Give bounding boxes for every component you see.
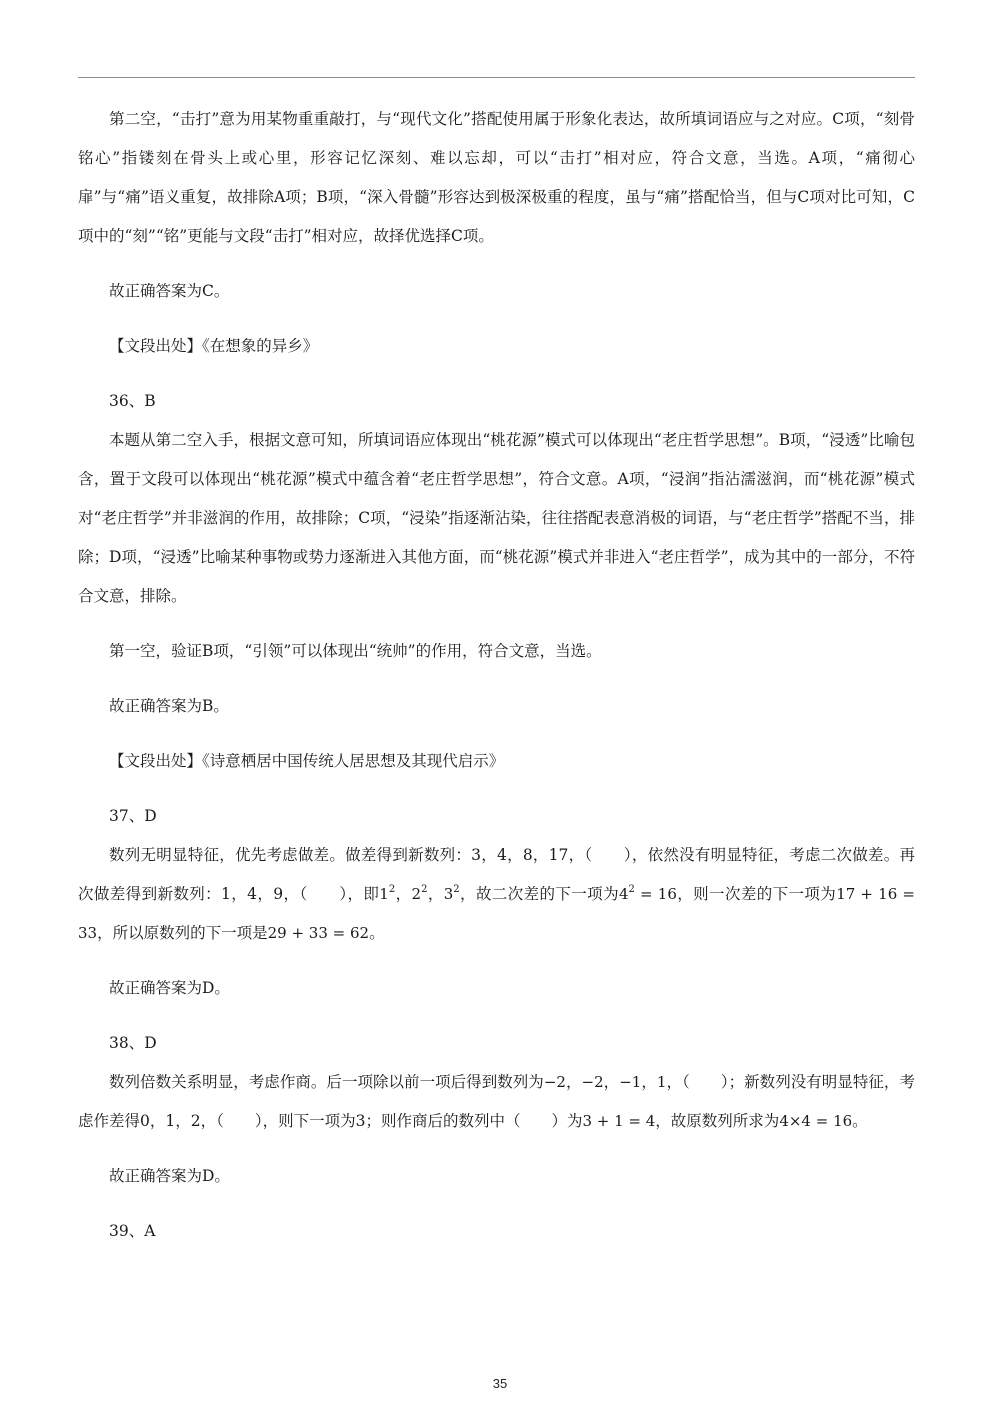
q37-answer: 故正确答案为D。 [109, 979, 230, 997]
q37-title: 37、D [109, 807, 157, 825]
math-expr: −2 [543, 1073, 566, 1091]
q38-title: 38、D [109, 1034, 157, 1052]
math-expr: 4×4 = 16 [779, 1112, 853, 1130]
header-rule [78, 77, 915, 78]
math-expr: $4^2 = 16$ [618, 884, 677, 903]
math-expr: 1 [656, 1073, 667, 1091]
q35-answer: 故正确答案为C。 [109, 282, 230, 300]
q36-verify: 第一空，验证B项，“引领”可以体现出“统帅”的作用，符合文意，当选。 [109, 642, 602, 660]
q36-explanation: 本题从第二空入手，根据文意可知，所填词语应体现出“桃花源”模式可以体现出“老庄哲学思想”。B项，“浸透”比喻包含，置于文段可以体现出“桃花源”模式中蕴含着“老庄哲学思想”，符合文意。A项，“浸润”指沾濡滋润，而“桃花源”模式对“老庄哲学”并非滋润的作用，故排除；C项，“浸染”指逐渐沾染，往往搭配表意消极的词语，与“老庄哲学”搭配不当，排除；D项，“浸透”比喻某种事物或势力逐渐进入其他方面，而“桃花源”模式并非进入“老庄哲学”，成为其中的一部分，不符合文意，排除。 [78, 431, 915, 605]
q36-title: 36、B [109, 392, 156, 410]
math-expr: −2 [581, 1073, 604, 1091]
q38-answer: 故正确答案为D。 [109, 1167, 230, 1185]
math-expr: $3^2$ [443, 884, 460, 903]
math-expr: $2^2$ [411, 884, 428, 903]
math-expr: 3 + 1 = 4 [582, 1112, 656, 1130]
q35-explanation: 第二空，“击打”意为用某物重重敲打，与“现代文化”搭配使用属于形象化表达，故所填词语应与之对应。C项，“刻骨铭心”指镂刻在骨头上或心里，形容记忆深刻、难以忘却，可以“击打”相对应，符合文意，当选。A项，“痛彻心扉”与“痛”语义重复，故排除A项；B项，“深入骨髓”形容达到极深极重的程度，虽与“痛”搭配恰当，但与C项对比可知，C项中的“刻”“铭”更能与文段“击打”相对应，故择优选择C项。 [78, 110, 915, 245]
q37-explanation: 数列无明显特征，优先考虑做差。做差得到新数列：3，4，8，17，（ ），依然没有明显特征，考虑二次做差。再次做差得到新数列：1，4，9，（ ），即$1^2$，$2^2$，$3^2$，故二次差的下一项为$4^2 = 16$，则一次差的下一项为17 + 16 = 33，所以原数列的下一项是29 + 33 = 62。 [78, 846, 915, 942]
q36-answer: 故正确答案为B。 [109, 697, 229, 715]
page-body [78, 100, 915, 1251]
math-expr: $1^2$ [379, 884, 396, 903]
math-expr: −1 [619, 1073, 642, 1091]
q36-source: 【文段出处】《诗意栖居中国传统人居思想及其现代启示》 [109, 752, 505, 770]
q38-explanation: 数列倍数关系明显，考虑作商。后一项除以前一项后得到数列为−2，−2，−1，1，（ ）；新数列没有明显特征，考虑作差得0，1，2，（ ），则下一项为3；则作商后的数列中（ ）为3 + 1 = 4，故原数列所求为4×4 = 16。 [78, 1073, 915, 1130]
page-number: 35 [492, 1376, 508, 1391]
q39-title: 39、A [109, 1222, 156, 1240]
math-expr: 17 + 16 = 33 [78, 885, 915, 942]
q35-source: 【文段出处】《在想象的异乡》 [109, 337, 319, 355]
math-expr: 29 + 33 = 62 [267, 924, 370, 942]
